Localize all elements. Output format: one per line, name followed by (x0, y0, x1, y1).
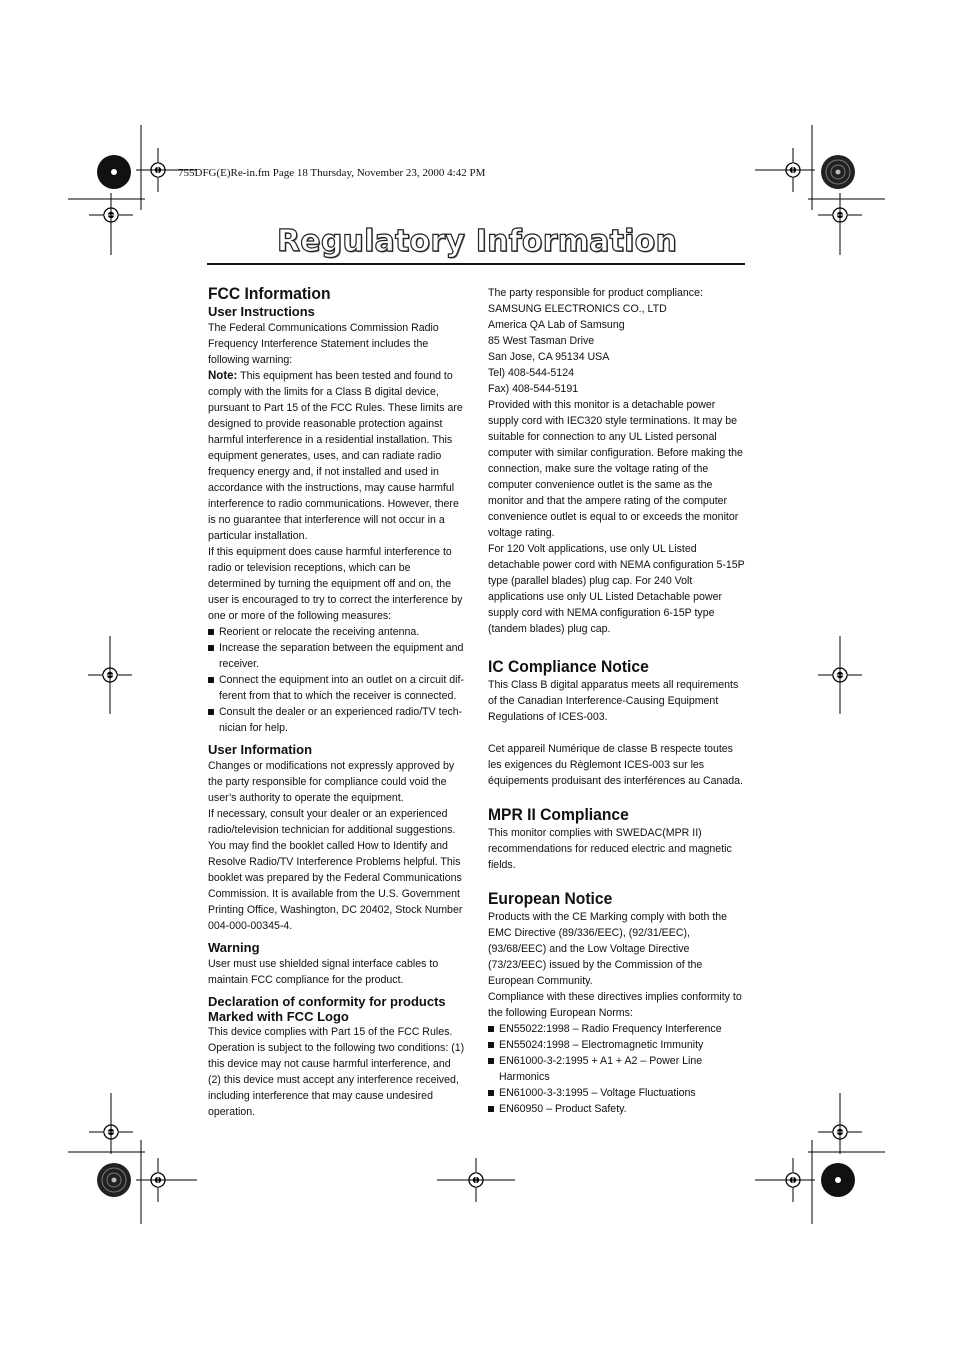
mpr-paragraph: This monitor complies with SWEDAC(MPR II) recommendations for reduced electric and magnetic fields. (488, 827, 732, 871)
note-text: This equipment has been tested and found to comply with the limits for a Class B digital device, pursuant to Part 15 of the FCC Rules. These limits are designed to provide reasonable protection against harmful interference in a residential installation. This equipment generates, uses, and can radiate radio frequency energy and, if not installed and used in accordance with the instructions, may cause harmful interference to radio communications. However, there is no guarantee that interference will not occur in a particular installation. (208, 370, 463, 542)
consult-paragraph: If necessary, consult your dealer or an experienced radio/television technician for additional suggestions. You may find the booklet called How to Identify and Resolve Radio/TV Interference Problems helpful. This booklet was prepared by the Federal Communications Commission. It is available from the U.S. Government Printing Office, Washington, DC 20402, Stock Number 004-000-00345-4. (208, 808, 463, 932)
measures-list (208, 624, 466, 736)
user-instructions-heading: User Instructions (208, 304, 315, 319)
note-label: Note: (208, 370, 238, 382)
ic-paragraph-en: This Class B digital apparatus meets all requirements of the Canadian Interference-Causing Equipment Regulations of ICES-003. (488, 679, 739, 723)
power-cord-paragraph: Provided with this monitor is a detachable power supply cord with IEC320 style terminations. It may be suitable for connection to any UL Listed personal computer with similar configuration. Before making the connection, make sure the voltage rating of the computer convenience outlet is the same as the monitor and that the ampere rating of the computer convenience outlet is equal to or exceeds the monitor voltage rating. (488, 399, 743, 539)
compliance-paragraph: Compliance with these directives implies conformity to the following European Norms: (488, 991, 742, 1019)
list-item: Increase the separation between the equipment and receiver. (208, 640, 466, 672)
address-line: Tel) 408-544-5124 (488, 367, 574, 379)
list-item: Reorient or relocate the receiving antenna. (208, 624, 466, 640)
european-heading: European Notice (488, 889, 613, 908)
address-line: SAMSUNG ELECTRONICS CO., LTD (488, 303, 667, 315)
address-line: San Jose, CA 95134 USA (488, 351, 610, 363)
volt-paragraph: For 120 Volt applications, use only UL Listed detachable power cord with NEMA configuration 5-15P type (parallel blades) plug cap. For 240 Volt applications use only UL Listed Detachable power supply cord with NEMA configuration 6-15P type (tandem blades) plug cap. (488, 543, 745, 635)
mpr-heading: MPR II Compliance (488, 805, 629, 824)
changes-paragraph: Changes or modifications not expressly approved by the party responsible for compliance could void the user’s authority to operate the equipment. (208, 760, 455, 804)
address-line: 85 West Tasman Drive (488, 335, 595, 347)
norms-list (488, 1021, 746, 1117)
european-paragraph: Products with the CE Marking comply with both the EMC Directive (89/336/EEC), (92/31/EEC), (93/68/EEC) and the Low Voltage Directive (73/23/EEC) issued by the Commission of the European Community. (488, 911, 728, 987)
list-item: EN55024:1998 – Electromagnetic Immunity (488, 1037, 746, 1053)
note-paragraph (208, 368, 466, 544)
ic-heading: IC Compliance Notice (488, 657, 649, 676)
list-item: Connect the equipment into an outlet on a circuit dif-ferent from that to which the receiver is connected. (208, 672, 466, 704)
list-item: EN61000-3-2:1995 + A1 + A2 – Power Line Harmonics (488, 1053, 746, 1085)
list-item: EN55022:1998 – Radio Frequency Interference (488, 1021, 746, 1037)
list-item: EN60950 – Product Safety. (488, 1101, 746, 1117)
list-item: Consult the dealer or an experienced radio/TV tech-nician for help. (208, 704, 466, 736)
address-line: America QA Lab of Samsung (488, 319, 625, 331)
page-title: Regulatory Information (276, 224, 678, 259)
ic-paragraph-fr: Cet appareil Numérique de classe B respecte toutes les exigences du Règlemont ICES-003 sur les équipements produisant des interférences au Canada. (488, 743, 744, 787)
interference-paragraph: If this equipment does cause harmful interference to radio or television receptions, which can be determined by turning the equipment off and on, the user is encouraged to try to correct the interference by one or more of the following measures: (208, 546, 463, 622)
fcc-intro: The Federal Communications Commission Radio Frequency Interference Statement includes the following warning: (208, 322, 439, 366)
user-information-heading: User Information (208, 742, 313, 757)
warning-paragraph: User must use shielded signal interface cables to maintain FCC compliance for the product. (208, 958, 439, 986)
warning-heading: Warning (208, 940, 260, 955)
address-line: Fax) 408-544-5191 (488, 383, 579, 395)
address-line: The party responsible for product compliance: (488, 287, 703, 299)
declaration-paragraph: This device complies with Part 15 of the FCC Rules. Operation is subject to the following two conditions: (1) this device may not cause harmful interference, and (2) this device must accept any interference received, including interference that may cause undesired operation. (208, 1026, 465, 1118)
declaration-heading: Declaration of conformity for products Marked with FCC Logo (208, 994, 446, 1024)
right-column (488, 285, 746, 1117)
fcc-heading: FCC Information (208, 284, 331, 303)
list-item: EN61000-3-3:1995 – Voltage Fluctuations (488, 1085, 746, 1101)
title-rule (207, 263, 745, 265)
left-column (208, 284, 466, 1120)
file-slug: 755DFG(E)Re-in.fm Page 18 Thursday, November 23, 2000 4:42 PM (178, 167, 486, 179)
